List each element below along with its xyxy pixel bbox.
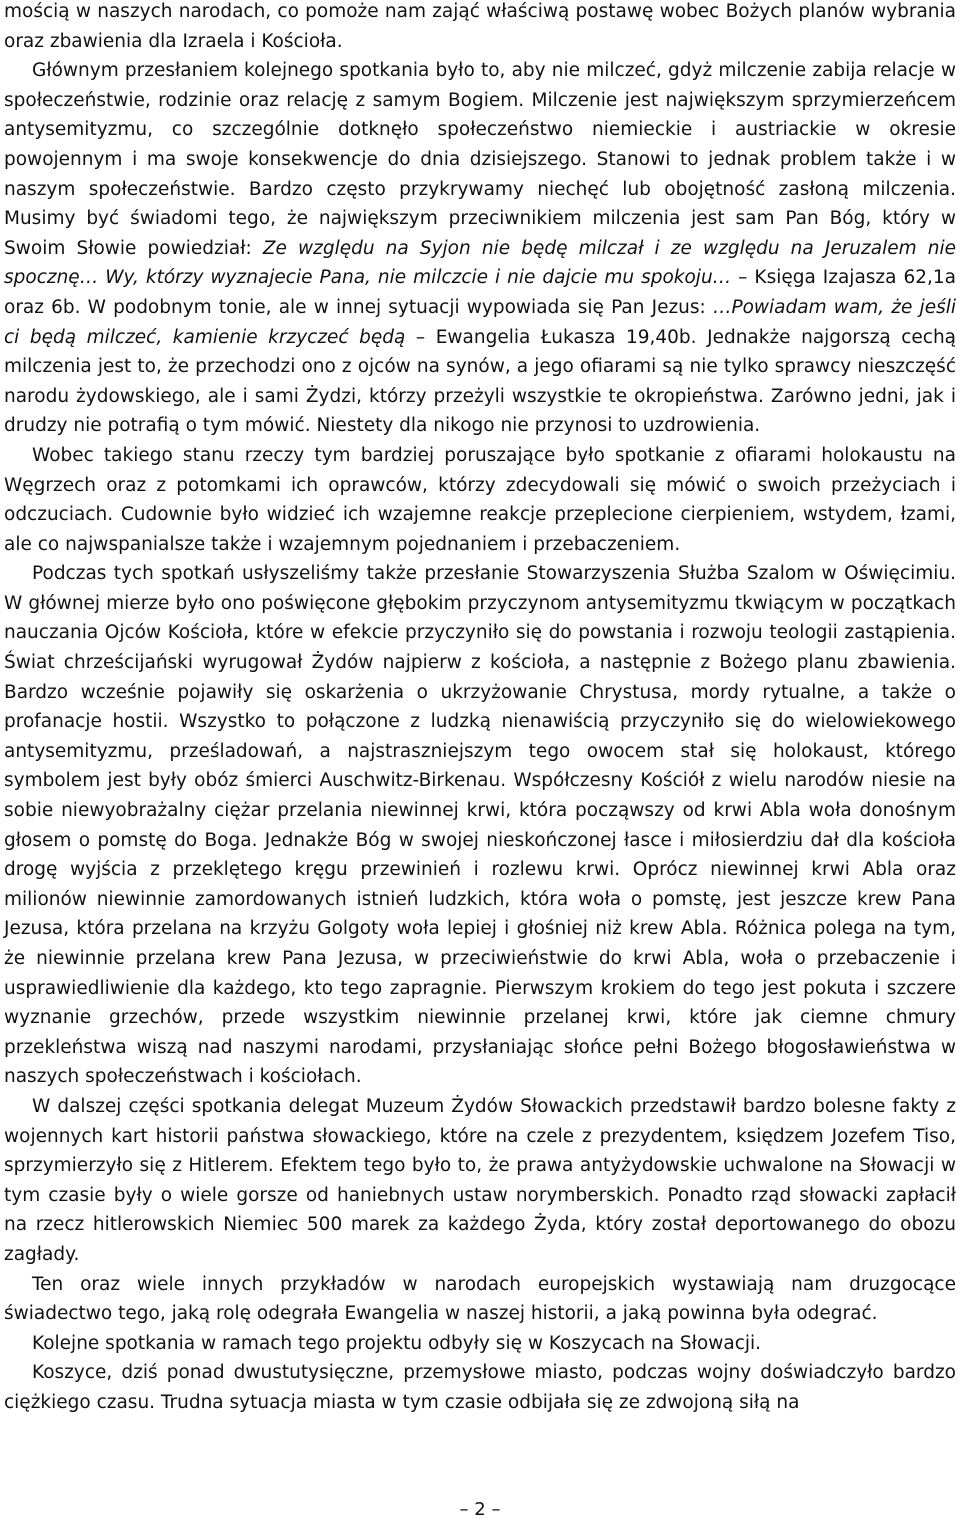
paragraph xyxy=(4,559,956,1092)
paragraph-text: – Ewangelia Łukasza 19,40b. Jednakże najgorszą cechą milczenia jest to, że przechodzi ono z ojców na synów, a jego ofiarami są nie tylko sprawcy nieszczęść narodu żydowskiego, ale i sami Żydzi, którzy przeżyli wszystkie te okropieństwa. Zarówno jedni, jak i drudzy nie potrafią o tym mówić. Niestety dla nikogo nie przynosi to uzdrowienia. xyxy=(4,326,956,437)
paragraph xyxy=(4,0,956,56)
paragraph-text: W dalszej części spotkania delegat Muzeum Żydów Słowackich przedstawił bardzo bolesne fakty z wojennych kart historii państwa słowackiego, które na czele z prezydentem, księdzem Jozefem Tiso, sprzymierzyło się z Hitlerem. Efektem tego było to, że prawa antyżydowskie uchwalone na Słowacji w tym czasie były o wiele gorsze od haniebnych ustaw norymberskich. Ponadto rząd słowacki zapłacił na rzecz hitlerowskich Niemiec 500 marek za każdego Żyda, który został deportowanego do obozu zagłady. xyxy=(4,1095,956,1265)
page-number: – 2 – xyxy=(459,1499,501,1520)
paragraph xyxy=(4,1329,956,1359)
paragraph-text: Ten oraz wiele innych przykładów w narodach europejskich wystawiają nam druzgocące świadectwo tego, jaką rolę odegrała Ewangelia w naszej historii, a jaką powinna była odegrać. xyxy=(4,1273,956,1325)
paragraph xyxy=(4,56,956,441)
paragraph-text: Koszyce, dziś ponad dwustutysięczne, przemysłowe miasto, podczas wojny doświadczyło bardzo ciężkiego czasu. Trudna sytuacja miasta w tym czasie odbijała się ze zdwojoną siłą na xyxy=(4,1362,956,1413)
paragraph xyxy=(4,1270,956,1329)
paragraph-text: Kolejne spotkania w ramach tego projektu odbyły się w Koszycach na Słowacji. xyxy=(32,1332,762,1354)
paragraph xyxy=(4,1358,956,1417)
paragraph-text: – Księga Izajasza 62,1a oraz 6b. W podobnym tonie, ale w innej sytuacji wypowiada się Pan Jezus: xyxy=(4,267,956,318)
paragraph xyxy=(4,441,956,559)
document-body xyxy=(4,0,956,1418)
paragraph-text: Głównym przesłaniem kolejnego spotkania było to, aby nie milczeć, gdyż milczenie zabija relacje w społeczeństwie, rodzinie oraz relację z samym Bogiem. Milczenie jest największym sprzymierzeńcem antysemityzmu, co szczególnie dotknęło społeczeństwo niemieckie i austriackie w okresie powojennym i ma swoje konsekwencje do dnia dzisiejszego. Stanowi to jednak problem także i w naszym społeczeństwie. Bardzo często przykrywamy niechęć lub obojętność zasłoną milczenia. Musimy być świadomi tego, że największym przeciwnikiem milczenia jest sam Pan Bóg, który w Swoim Słowie powiedział: xyxy=(4,60,956,259)
paragraph-text: Podczas tych spotkań usłyszeliśmy także przesłanie Stowarzyszenia Służba Szalom w Oświęcimiu. W głównej mierze było ono poświęcone głębokim przyczynom antysemityzmu tkwiącym w początkach nauczania Ojców Kościoła, które w efekcie przyczyniło się do powstania i rozwoju teologii zastąpienia. Świat chrześcijański wyrugował Żydów najpierw z kościoła, a następnie z Bożego planu zbawienia. Bardzo wcześnie pojawiły się oskarżenia o ukrzyżowanie Chrystusa, mordy rytualne, a także o profanacje hostii. Wszystko to połączone z ludzką nienawiścią przyczyniło się do wielowiekowego antysemityzmu, prześladowań, a najstraszniejszym tego owocem stał się holokaust, którego symbolem jest były obóz śmierci Auschwitz-Birkenau. Współczesny Kościół z wielu narodów niesie na sobie niewyobrażalny ciężar przelania niewinnej krwi, która począwszy od krwi Abla woła donośnym głosem o pomstę do Boga. Jednakże Bóg w swojej nieskończonej łasce i miłosierdziu dał dla kościoła drogę wyjścia z przeklętego kręgu przewinień i rozlewu krwi. Oprócz niewinnej krwi Abla oraz milionów niewinnie zamordowanych istnień ludzkich, która woła o pomstę, jest jeszcze krew Pana Jezusa, która przelana na krzyżu Golgoty woła lepiej i głośniej niż krew Abla. Różnica polega na tym, że niewinnie przelana krew Pana Jezusa, w przeciwieństwie do krwi Abla, woła o przebaczenie i usprawiedliwienie dla każdego, kto tego zapragnie. Pierwszym krokiem do tego jest pokuta i szczere wyznanie grzechów, przede wszystkim niewinnie przelanej krwi, które jak ciemne chmury przekleństwa wiszą nad naszymi narodami, przysłaniając słońce pełni Bożego błogosławieństwa w naszych społeczeństwach i kościołach. xyxy=(4,563,956,1088)
paragraph-text: Wobec takiego stanu rzeczy tym bardziej poruszające było spotkanie z ofiarami holokaustu na Węgrzech oraz z potomkami ich oprawców, którzy zdecydowali się mówić o swoich przeżyciach i odczuciach. Cudownie było widzieć ich wzajemne reakcje przeplecione cierpieniem, wstydem, łzami, ale co najwspanialsze także i wzajemnym pojednaniem i przebaczeniem. xyxy=(4,444,956,555)
paragraph xyxy=(4,1092,956,1270)
italic-quote: Ze względu na Syjon nie będę milczał i ze względu na Jeruzalem nie spocznę… Wy, którzy wyznajecie Pana, nie milczcie i nie dajcie mu spokoju… xyxy=(4,237,956,289)
italic-quote: …Powiadam wam, że jeśli ci będą milczeć, kamienie krzyczeć będą xyxy=(4,296,956,348)
paragraph-text: mością w naszych narodach, co pomoże nam zająć właściwą postawę wobec Bożych planów wybrania oraz zbawienia dla Izraela i Kościoła. xyxy=(4,1,956,52)
document-page xyxy=(4,0,956,1418)
